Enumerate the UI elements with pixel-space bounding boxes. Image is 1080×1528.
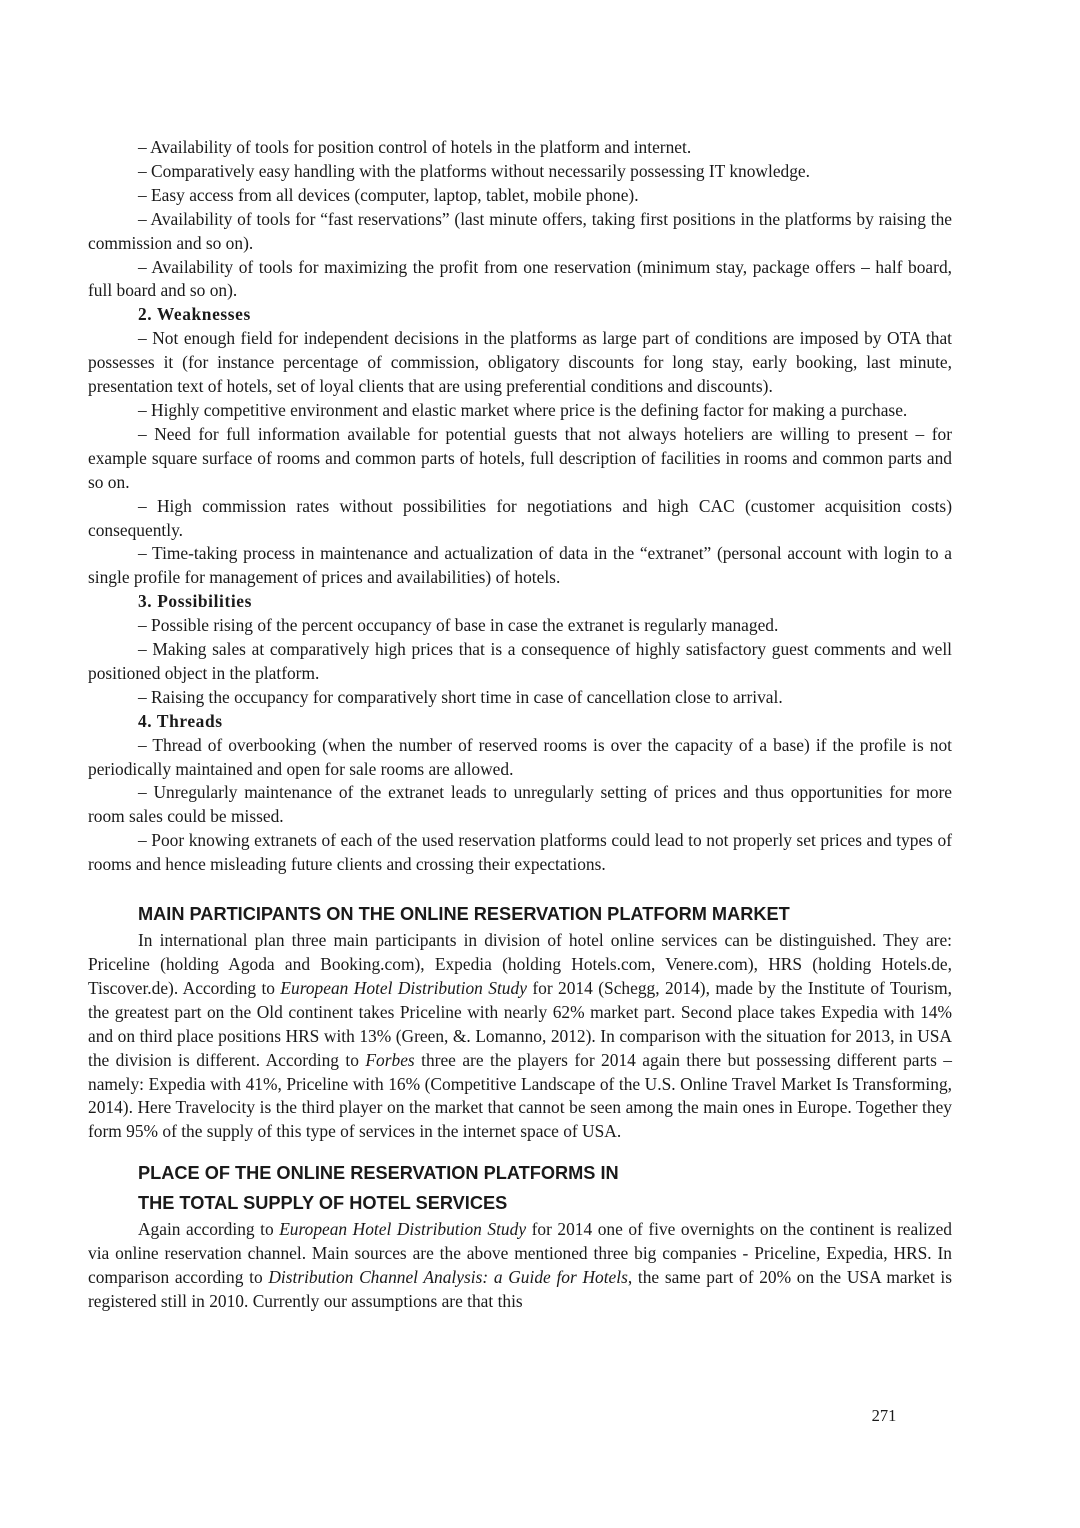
- citation-title: European Hotel Distribution Study: [280, 977, 527, 998]
- citation-title: Forbes: [365, 1049, 415, 1070]
- paragraph-possibility-3: – Raising the occupancy for comparatively short time in case of cancellation close to arrival.: [138, 686, 783, 707]
- paragraph-weakness-4: – High commission rates without possibilities for negotiations and high CAC (customer acquisition costs) consequently.: [88, 495, 952, 540]
- text-run: for 2014 one of five overnights on the continent is realized via online reservation channel. Main sources are the above mentioned three big companies - Priceline, Expedia, HRS. In comparison according to: [88, 1219, 952, 1288]
- paragraph-weakness-3: – Need for full information available for potential guests that not always hoteliers are willing to present – for example square surface of rooms and common parts of hotels, full description of facilities in rooms and common parts and so on.: [88, 423, 952, 492]
- threads-heading: 4. Threads: [138, 710, 223, 731]
- paragraph-place: [88, 1218, 952, 1314]
- paragraph-strength-4: – Availability of tools for “fast reservations” (last minute offers, taking first positions in the platforms by raising the commission and so on).: [88, 208, 952, 253]
- text-run: three are the players for 2014 again there but possessing different parts – namely: Expedia with 41%, Priceline with 16% (Competitive Landscape of the U.S. Online Travel Market Is Transforming, 2014). Here Travelocity is the third player on the market that cannot be seen among the main ones in Europe. Together they form 95% of the supply of this type of services in the internet space of USA.: [88, 1049, 953, 1142]
- text-run: In international plan three main participants in division of hotel online services can be distinguished. They are: Priceline (holding Agoda and Booking.com), Expedia (holding Hotels.com, Venere.com), HRS (holding Hotels.de, Tiscover.de). According to: [88, 930, 952, 998]
- page-number: 271: [871, 1406, 897, 1425]
- paragraph-strength-5: – Availability of tools for maximizing the profit from one reservation (minimum stay, package offers – half board, full board and so on).: [88, 256, 952, 301]
- paragraph-strength-3: – Easy access from all devices (computer, laptop, tablet, mobile phone).: [138, 184, 639, 205]
- paragraph-thread-3: – Poor knowing extranets of each of the used reservation platforms could lead to not properly set prices and types of rooms and hence misleading future clients and crossing their expectations.: [88, 830, 952, 875]
- paragraph-possibility-1: – Possible rising of the percent occupancy of base in case the extranet is regularly managed.: [138, 615, 779, 636]
- paragraph-thread-2: – Unregularly maintenance of the extranet leads to unregularly setting of prices and thus opportunities for more room sales could be missed.: [88, 782, 952, 827]
- weaknesses-heading: 2. Weaknesses: [138, 304, 251, 325]
- citation-title: Distribution Channel Analysis: a Guide for Hotels: [268, 1267, 628, 1288]
- text-run: for 2014 (Schegg, 2014), made by the Institute of Tourism, the greatest part on the Old continent takes Priceline with nearly 62% market part. Second place takes Expedia with 14% and on third place positions HRS with 13% (Green, &. Lomanno, 2012). In comparison with the situation for 2013, in USA the division is different. According to: [88, 977, 952, 1070]
- paragraph-thread-1: – Thread of overbooking (when the number of reserved rooms is over the capacity of a base) if the profile is not periodically maintained and open for sale rooms are allowed.: [88, 734, 952, 779]
- text-run: , the same part of 20% on the USA market is registered still in 2010. Currently our assumptions are that this: [88, 1267, 952, 1311]
- page-body: [88, 136, 952, 1314]
- section-heading-line: PLACE OF THE ONLINE RESERVATION PLATFORMS IN: [138, 1163, 619, 1184]
- paragraph-participants: [88, 929, 952, 1144]
- paragraph-weakness-1: – Not enough field for independent decisions in the platforms as large part of conditions are imposed by OTA that possesses it (for instance percentage of commission, obligatory discounts for long stay, early booking, last minute, presentation text of hotels, set of loyal clients that are using preferential conditions and discounts).: [88, 328, 952, 397]
- paragraph-strength-1: – Availability of tools for position control of hotels in the platform and internet.: [138, 137, 692, 157]
- paragraph-strength-2: – Comparatively easy handling with the platforms without necessarily possessing IT knowledge.: [138, 160, 810, 181]
- paragraph-weakness-5: – Time-taking process in maintenance and actualization of data in the “extranet” (personal account with login to a single profile for management of prices and availabilities) of hotels.: [88, 543, 952, 588]
- paragraph-weakness-2: – Highly competitive environment and elastic market where price is the defining factor for making a purchase.: [138, 399, 908, 420]
- possibilities-heading: 3. Possibilities: [138, 591, 252, 612]
- section-heading-participants: MAIN PARTICIPANTS ON THE ONLINE RESERVATION PLATFORM MARKET: [138, 904, 790, 925]
- section-heading-line: THE TOTAL SUPPLY OF HOTEL SERVICES: [138, 1193, 508, 1214]
- citation-title: European Hotel Distribution Study: [279, 1219, 527, 1240]
- paragraph-possibility-2: – Making sales at comparatively high prices that is a consequence of highly satisfactory guest comments and well positioned object in the platform.: [88, 639, 952, 683]
- section-heading-place: [88, 1158, 952, 1218]
- text-run: Again according to: [138, 1219, 280, 1240]
